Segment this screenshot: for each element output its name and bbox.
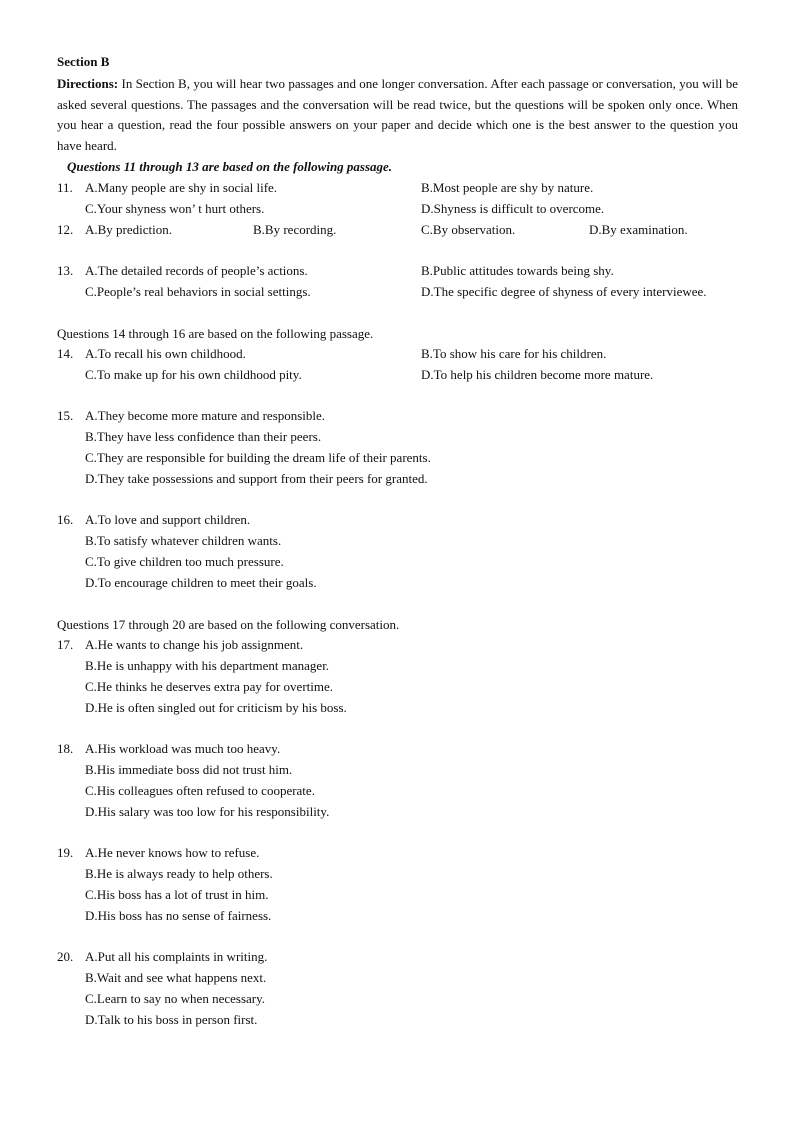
- option-a: A.To recall his own childhood.: [85, 346, 246, 361]
- option-b: B.Public attitudes towards being shy.: [421, 263, 614, 278]
- option-c: C.He thinks he deserves extra pay for overtime.: [85, 679, 334, 694]
- option-b: B.By recording.: [253, 222, 337, 237]
- group-heading-14-16: Questions 14 through 16 are based on the following passage.: [57, 326, 374, 341]
- option-c: C.They are responsible for building the dream life of their parents.: [85, 450, 431, 465]
- question-number: 16.: [57, 512, 74, 527]
- option-b: B.He is always ready to help others.: [85, 866, 273, 881]
- option-c: C.To make up for his own childhood pity.: [85, 367, 302, 382]
- option-b: B.His immediate boss did not trust him.: [85, 762, 293, 777]
- option-a: A.The detailed records of people’s actions.: [85, 263, 308, 278]
- directions-label: Directions:: [57, 76, 119, 91]
- option-d: D.Shyness is difficult to overcome.: [421, 201, 605, 216]
- option-d: D.They take possessions and support from their peers for granted.: [85, 471, 428, 486]
- question-number: 13.: [57, 263, 74, 278]
- option-d: D.His salary was too low for his responsibility.: [85, 804, 330, 819]
- question-number: 20.: [57, 949, 74, 964]
- question-number: 14.: [57, 346, 74, 361]
- option-d: D.By examination.: [589, 222, 688, 237]
- option-b: B.To satisfy whatever children wants.: [85, 533, 282, 548]
- option-a: A.To love and support children.: [85, 512, 251, 527]
- group-heading-11-13: Questions 11 through 13 are based on the following passage.: [67, 159, 393, 174]
- option-d: D.He is often singled out for criticism by his boss.: [85, 700, 347, 715]
- option-d: D.To encourage children to meet their goals.: [85, 575, 317, 590]
- directions: [57, 74, 738, 156]
- option-d: D.The specific degree of shyness of every interviewee.: [421, 284, 707, 299]
- option-a: A.He never knows how to refuse.: [85, 845, 260, 860]
- option-c: C.By observation.: [421, 222, 516, 237]
- question-number: 17.: [57, 637, 74, 652]
- option-b: B.To show his care for his children.: [421, 346, 607, 361]
- option-c: C.Your shyness won’ t hurt others.: [85, 201, 265, 216]
- option-b: B.Wait and see what happens next.: [85, 970, 267, 985]
- directions-text: In Section B, you will hear two passages and one longer conversation. After each passage or conversation, you will be asked several questions. The passages and the conversation will be read twice, but the questions will be spoken only once. When you hear a question, read the four possible answers on your paper and decide which one is the best answer to the question you have heard.: [57, 76, 738, 153]
- question-number: 19.: [57, 845, 74, 860]
- question-number: 15.: [57, 408, 74, 423]
- question-number: 18.: [57, 741, 74, 756]
- question-number: 11.: [57, 180, 73, 195]
- question-number: 12.: [57, 222, 74, 237]
- option-a: A.He wants to change his job assignment.: [85, 637, 304, 652]
- option-a: A.They become more mature and responsible.: [85, 408, 326, 423]
- option-a: A.By prediction.: [85, 222, 173, 237]
- option-c: C.His boss has a lot of trust in him.: [85, 887, 269, 902]
- group-heading-17-20: Questions 17 through 20 are based on the following conversation.: [57, 617, 400, 632]
- option-c: C.To give children too much pressure.: [85, 554, 284, 569]
- option-c: C.Learn to say no when necessary.: [85, 991, 266, 1006]
- option-c: C.His colleagues often refused to cooperate.: [85, 783, 315, 798]
- section-title: Section B: [57, 54, 110, 69]
- option-a: A.Many people are shy in social life.: [85, 180, 278, 195]
- option-c: C.People’s real behaviors in social settings.: [85, 284, 311, 299]
- option-a: A.Put all his complaints in writing.: [85, 949, 268, 964]
- option-b: B.They have less confidence than their peers.: [85, 429, 322, 444]
- option-d: D.Talk to his boss in person first.: [85, 1012, 258, 1027]
- option-a: A.His workload was much too heavy.: [85, 741, 281, 756]
- option-d: D.His boss has no sense of fairness.: [85, 908, 272, 923]
- option-b: B.Most people are shy by nature.: [421, 180, 594, 195]
- option-d: D.To help his children become more mature.: [421, 367, 654, 382]
- option-b: B.He is unhappy with his department manager.: [85, 658, 330, 673]
